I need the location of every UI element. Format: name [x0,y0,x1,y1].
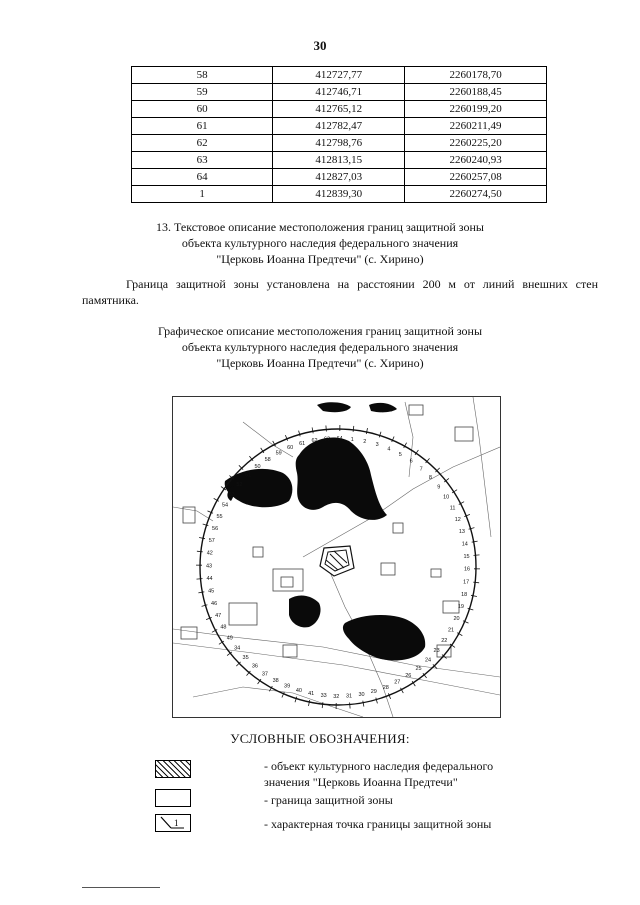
boundary-point-label: 62 [311,438,318,445]
boundary-point-label: 8 [428,475,432,481]
boundary-point-marker-icon [156,815,190,831]
boundary-point-label: 20 [453,615,460,622]
marker-label: 1 [174,818,179,828]
boundary-point-label: 15 [463,554,470,560]
y-coordinate-cell: 2260188,45 [405,84,547,101]
coordinates-table [131,66,547,203]
boundary-point-label: 43 [205,563,213,570]
boundary-point-label: 29 [370,688,377,695]
boundary-point-label: 42 [206,550,213,557]
point-number-cell: 60 [132,101,273,118]
boundary-point-label: 9 [437,484,441,491]
legend-text-line: - объект культурного наследия федерального [264,759,494,773]
zone-boundary-paragraph: Граница защитной зоны установлена на расстоянии 200 м от линий внешних стен памятника. [82,277,598,307]
boundary-point-label: 25 [415,665,422,672]
legend-item-zone-boundary: - граница защитной зоны [264,793,393,807]
y-coordinate-cell: 2260225,20 [405,135,547,152]
boundary-point-label: 10 [443,494,450,501]
boundary-point-label: 2 [363,438,367,445]
boundary-point-tick [473,582,479,583]
boundary-point-label: 39 [284,683,291,690]
table-row [132,169,547,186]
boundary-point-label: 32 [333,694,340,700]
boundary-point-label: 19 [457,604,464,611]
footer-rule [82,887,160,888]
x-coordinate-cell: 412746,71 [273,84,405,101]
boundary-point-tick [468,608,474,610]
y-coordinate-cell: 2260240,93 [405,152,547,169]
heading-line: "Церковь Иоанна Предтечи" (с. Хирино) [216,252,424,266]
x-coordinate-cell: 412765,12 [273,101,405,118]
x-coordinate-cell: 412798,76 [273,135,405,152]
boundary-point-label: 27 [394,679,401,686]
point-number-cell: 62 [132,135,273,152]
boundary-point-label: 50 [254,464,261,471]
boundary-point-tick [198,592,204,593]
boundary-point-label: 23 [433,648,440,655]
boundary-point-label: 30 [358,691,365,698]
table-row [132,101,547,118]
y-coordinate-cell: 2260257,08 [405,169,547,186]
graphic-description-heading [0,323,640,371]
x-coordinate-cell: 412782,47 [273,118,405,135]
point-number-cell: 58 [132,67,273,84]
boundary-point-label: 44 [206,576,213,582]
boundary-point-tick [379,432,381,438]
boundary-point-label: 59 [275,450,282,457]
x-coordinate-cell: 412839,30 [273,186,405,203]
boundary-point-label: 33 [320,693,327,700]
boundary-point-label: 40 [295,687,302,694]
boundary-point-label: 21 [447,627,455,634]
legend-item-heritage-object [264,758,493,790]
boundary-point-label: 48 [220,624,227,631]
boundary-point-label: 34 [234,645,241,652]
boundary-point-tick [197,551,203,552]
boundary-point-tick [299,431,301,437]
boundary-point-tick [471,595,477,596]
boundary-point-tick [312,427,313,433]
boundary-point-label: 13 [458,529,465,536]
boundary-point-label: 54 [221,502,229,509]
boundary-point-tick [469,528,475,530]
boundary-point-label: 16 [463,566,471,573]
boundary-point-label: 24 [424,657,432,664]
point-number-cell: 59 [132,84,273,101]
boundary-point-tick [472,541,478,542]
boundary-point-label: 49 [226,635,233,642]
legend-swatch-boundary-point [155,814,191,832]
y-coordinate-cell: 2260178,70 [405,67,547,84]
boundary-point-tick [366,428,367,434]
boundary-point-label: 3 [375,442,379,449]
point-number-cell: 61 [132,118,273,135]
boundary-point-label: 18 [461,591,468,598]
protection-zone-map [172,396,501,718]
boundary-point-label: 45 [208,588,215,595]
boundary-point-tick [202,605,208,607]
boundary-point-tick [363,701,364,707]
boundary-point-label: 57 [208,538,215,545]
boundary-point-label: 37 [261,671,268,678]
boundary-point-label: 35 [242,655,249,661]
boundary-point-label: 22 [441,638,448,645]
table-row [132,84,547,101]
boundary-point-tick [474,555,480,556]
boundary-point-label: 52 [236,481,243,488]
point-number-cell: 64 [132,169,273,186]
y-coordinate-cell: 2260211,49 [405,118,547,135]
legend-swatch-heritage-object [155,760,191,778]
boundary-point-label: 60 [287,445,294,452]
legend-swatch-zone-boundary [155,789,191,807]
boundary-point-label: 51 [244,472,252,479]
point-number-cell: 63 [132,152,273,169]
heading-line: 13. Текстовое описание местоположения границ защитной зоны [156,220,484,234]
text-description-heading [0,219,640,267]
boundary-point-tick [197,579,203,580]
boundary-point-label: 14 [461,541,468,548]
heading-line: "Церковь Иоанна Предтечи" (с. Хирино) [216,356,424,370]
boundary-point-label: 1 [350,436,354,443]
boundary-point-label: 6 [409,458,413,465]
point-number-cell: 1 [132,186,273,203]
boundary-point-tick [203,524,209,526]
boundary-point-label: 31 [345,693,353,700]
boundary-point-tick [309,700,310,706]
boundary-point-label: 64 [336,436,343,442]
boundary-point-label: 53 [228,491,235,498]
boundary-point-label: 61 [299,441,306,448]
heading-line: объекта культурного наследия федерального значения [181,236,459,250]
legend-text-line: значения "Церковь Иоанна Предтечи" [264,775,458,789]
table-row [132,186,547,203]
boundary-point-tick [326,426,327,432]
boundary-point-label: 58 [264,456,271,463]
boundary-point-label: 11 [449,505,456,512]
boundary-point-tick [199,538,205,539]
heading-line: Графическое описание местоположения границ защитной зоны [157,324,483,338]
map-drawing [173,397,500,717]
heading-line: объекта культурного наследия федерального значения [181,340,459,354]
legend-title: УСЛОВНЫЕ ОБОЗНАЧЕНИЯ: [230,731,410,746]
legend-item-boundary-point: - характерная точка границы защитной зоны [264,817,492,831]
table-row [132,152,547,169]
boundary-point-label: 26 [405,673,412,680]
boundary-point-label: 17 [463,579,470,586]
boundary-point-label: 28 [382,684,389,691]
x-coordinate-cell: 412827,03 [273,169,405,186]
boundary-point-label: 41 [308,691,315,698]
church-object-marker [320,546,354,576]
boundary-point-label: 55 [216,514,223,521]
boundary-point-label: 56 [212,525,219,532]
x-coordinate-cell: 412727,77 [273,67,405,84]
boundary-point-label: 36 [251,663,258,670]
x-coordinate-cell: 412813,15 [273,152,405,169]
table-row [132,67,547,84]
boundary-point-label: 12 [454,517,461,524]
boundary-point-label: 63 [323,436,331,443]
boundary-point-label: 4 [387,446,391,453]
boundary-point-label: 5 [398,452,402,458]
y-coordinate-cell: 2260274,50 [405,186,547,203]
boundary-point-tick [295,697,297,703]
boundary-point-tick [353,426,354,432]
table-row [132,135,547,152]
boundary-point-label: 7 [419,466,423,473]
boundary-point-label: 38 [272,678,279,684]
page-number: 30 [313,38,327,53]
boundary-point-label: 47 [215,612,222,619]
y-coordinate-cell: 2260199,20 [405,101,547,118]
boundary-point-label: 46 [211,600,218,607]
boundary-point-tick [376,698,378,704]
table-row [132,118,547,135]
boundary-point-tick [350,703,351,709]
